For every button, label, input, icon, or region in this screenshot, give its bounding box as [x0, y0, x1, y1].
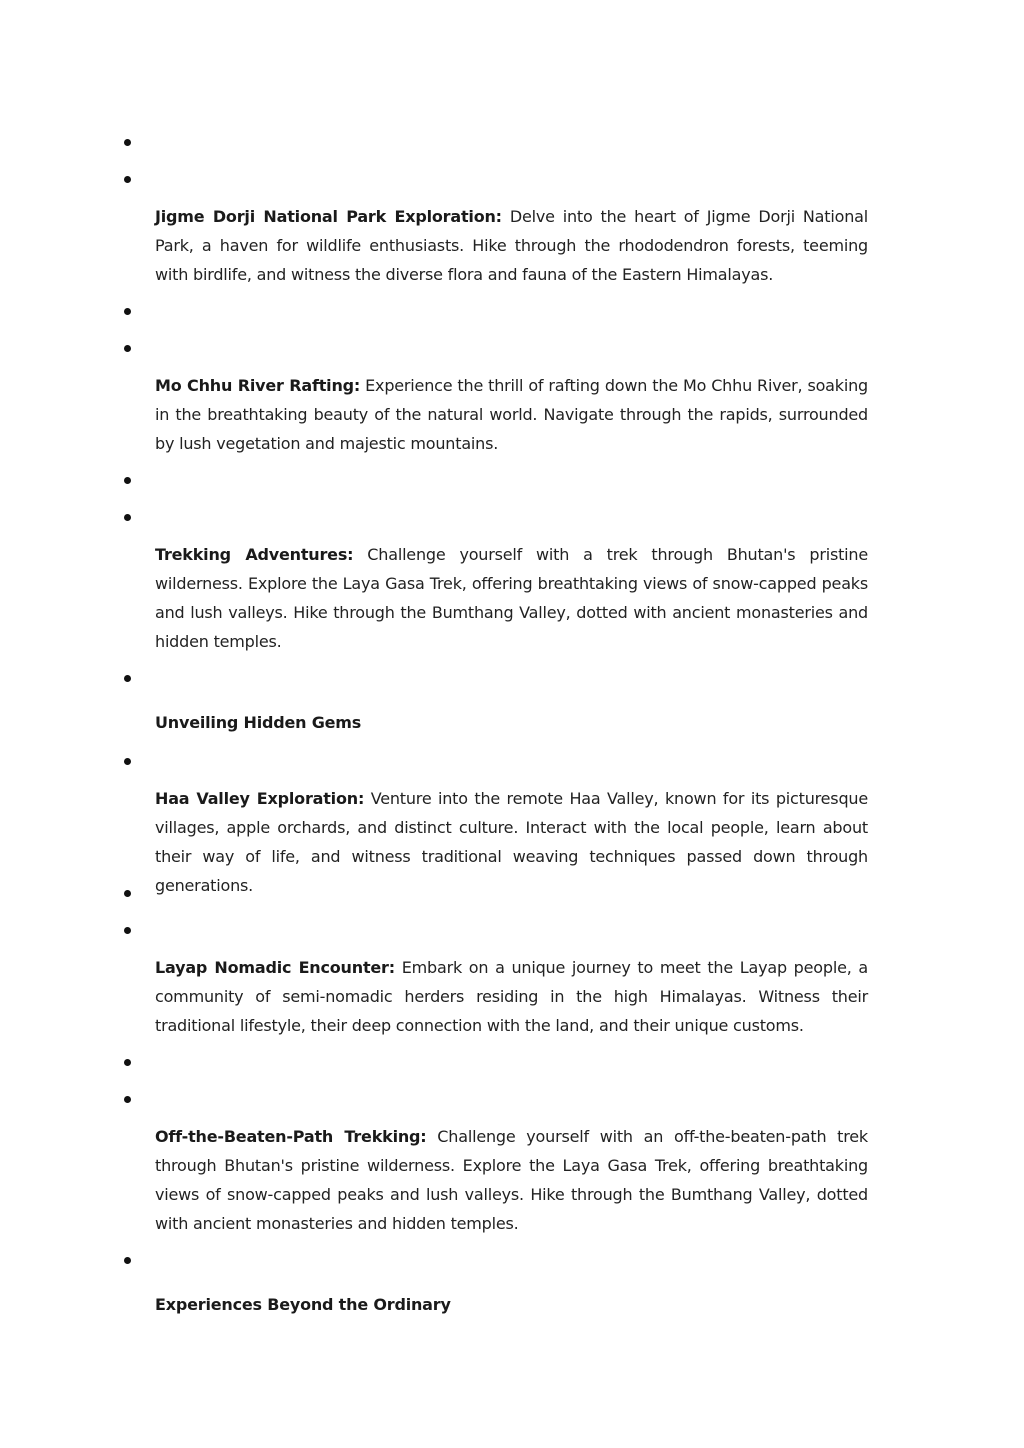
- list-bullet: [124, 1257, 131, 1264]
- list-bullet: [124, 345, 131, 352]
- item-title: Mo Chhu River Rafting:: [155, 376, 361, 395]
- list-bullet: [124, 139, 131, 146]
- item-text: Experience the thrill of rafting down the Mo Chhu River, soaking in the breathtaking beauty of the natural world. Navigate through the rapids, surrounded by lush vegetation and majestic mountains.: [155, 376, 868, 453]
- list-item-layap-nomadic: [155, 953, 868, 1040]
- item-title: Jigme Dorji National Park Exploration:: [155, 207, 502, 226]
- item-title: Haa Valley Exploration:: [155, 789, 365, 808]
- list-bullet: [124, 675, 131, 682]
- list-bullet: [124, 308, 131, 315]
- item-title: Layap Nomadic Encounter:: [155, 958, 395, 977]
- list-bullet: [124, 514, 131, 521]
- list-item-haa-valley: [155, 784, 868, 900]
- item-text: Challenge yourself with an off-the-beaten-path trek through Bhutan's pristine wilderness. Explore the Laya Gasa Trek, offering breathtaking views of snow-capped peaks and lush valleys. Hike through the Bumthang Valley, dotted with ancient monasteries and hidden temples.: [155, 1127, 868, 1233]
- list-bullet: [124, 477, 131, 484]
- list-item-trekking-adventures: [155, 540, 868, 656]
- item-text: Delve into the heart of Jigme Dorji National Park, a haven for wildlife enthusiasts. Hike through the rhododendron forests, teeming with birdlife, and witness the diverse flora and fauna of the Eastern Himalayas.: [155, 207, 868, 284]
- list-item-mo-chhu-rafting: [155, 371, 868, 458]
- item-text: Challenge yourself with a trek through Bhutan's pristine wilderness. Explore the Laya Gasa Trek, offering breathtaking views of snow-capped peaks and lush valleys. Hike through the Bumthang Valley, dotted with ancient monasteries and hidden temples.: [155, 545, 869, 651]
- list-bullet: [124, 758, 131, 765]
- list-bullet: [124, 927, 131, 934]
- item-title: Trekking Adventures:: [155, 545, 354, 564]
- item-title: Off-the-Beaten-Path Trekking:: [155, 1127, 427, 1146]
- list-bullet: [124, 890, 131, 897]
- list-item-jigme-dorji: [155, 202, 868, 289]
- item-text: Embark on a unique journey to meet the Layap people, a community of semi-nomadic herders residing in the high Himalayas. Witness their traditional lifestyle, their deep connection with the land, and their unique customs.: [155, 958, 868, 1035]
- list-bullet: [124, 1059, 131, 1066]
- list-bullet: [124, 176, 131, 183]
- item-text: Venture into the remote Haa Valley, known for its picturesque villages, apple orchards, and distinct culture. Interact with the local people, learn about their way of life, and witness traditional weaving techniques passed down through generations.: [155, 789, 868, 895]
- section-heading-beyond-ordinary: Experiences Beyond the Ordinary: [155, 1295, 451, 1314]
- list-item-off-beaten-path: [155, 1122, 868, 1238]
- section-heading-hidden-gems: Unveiling Hidden Gems: [155, 713, 362, 732]
- list-bullet: [124, 1096, 131, 1103]
